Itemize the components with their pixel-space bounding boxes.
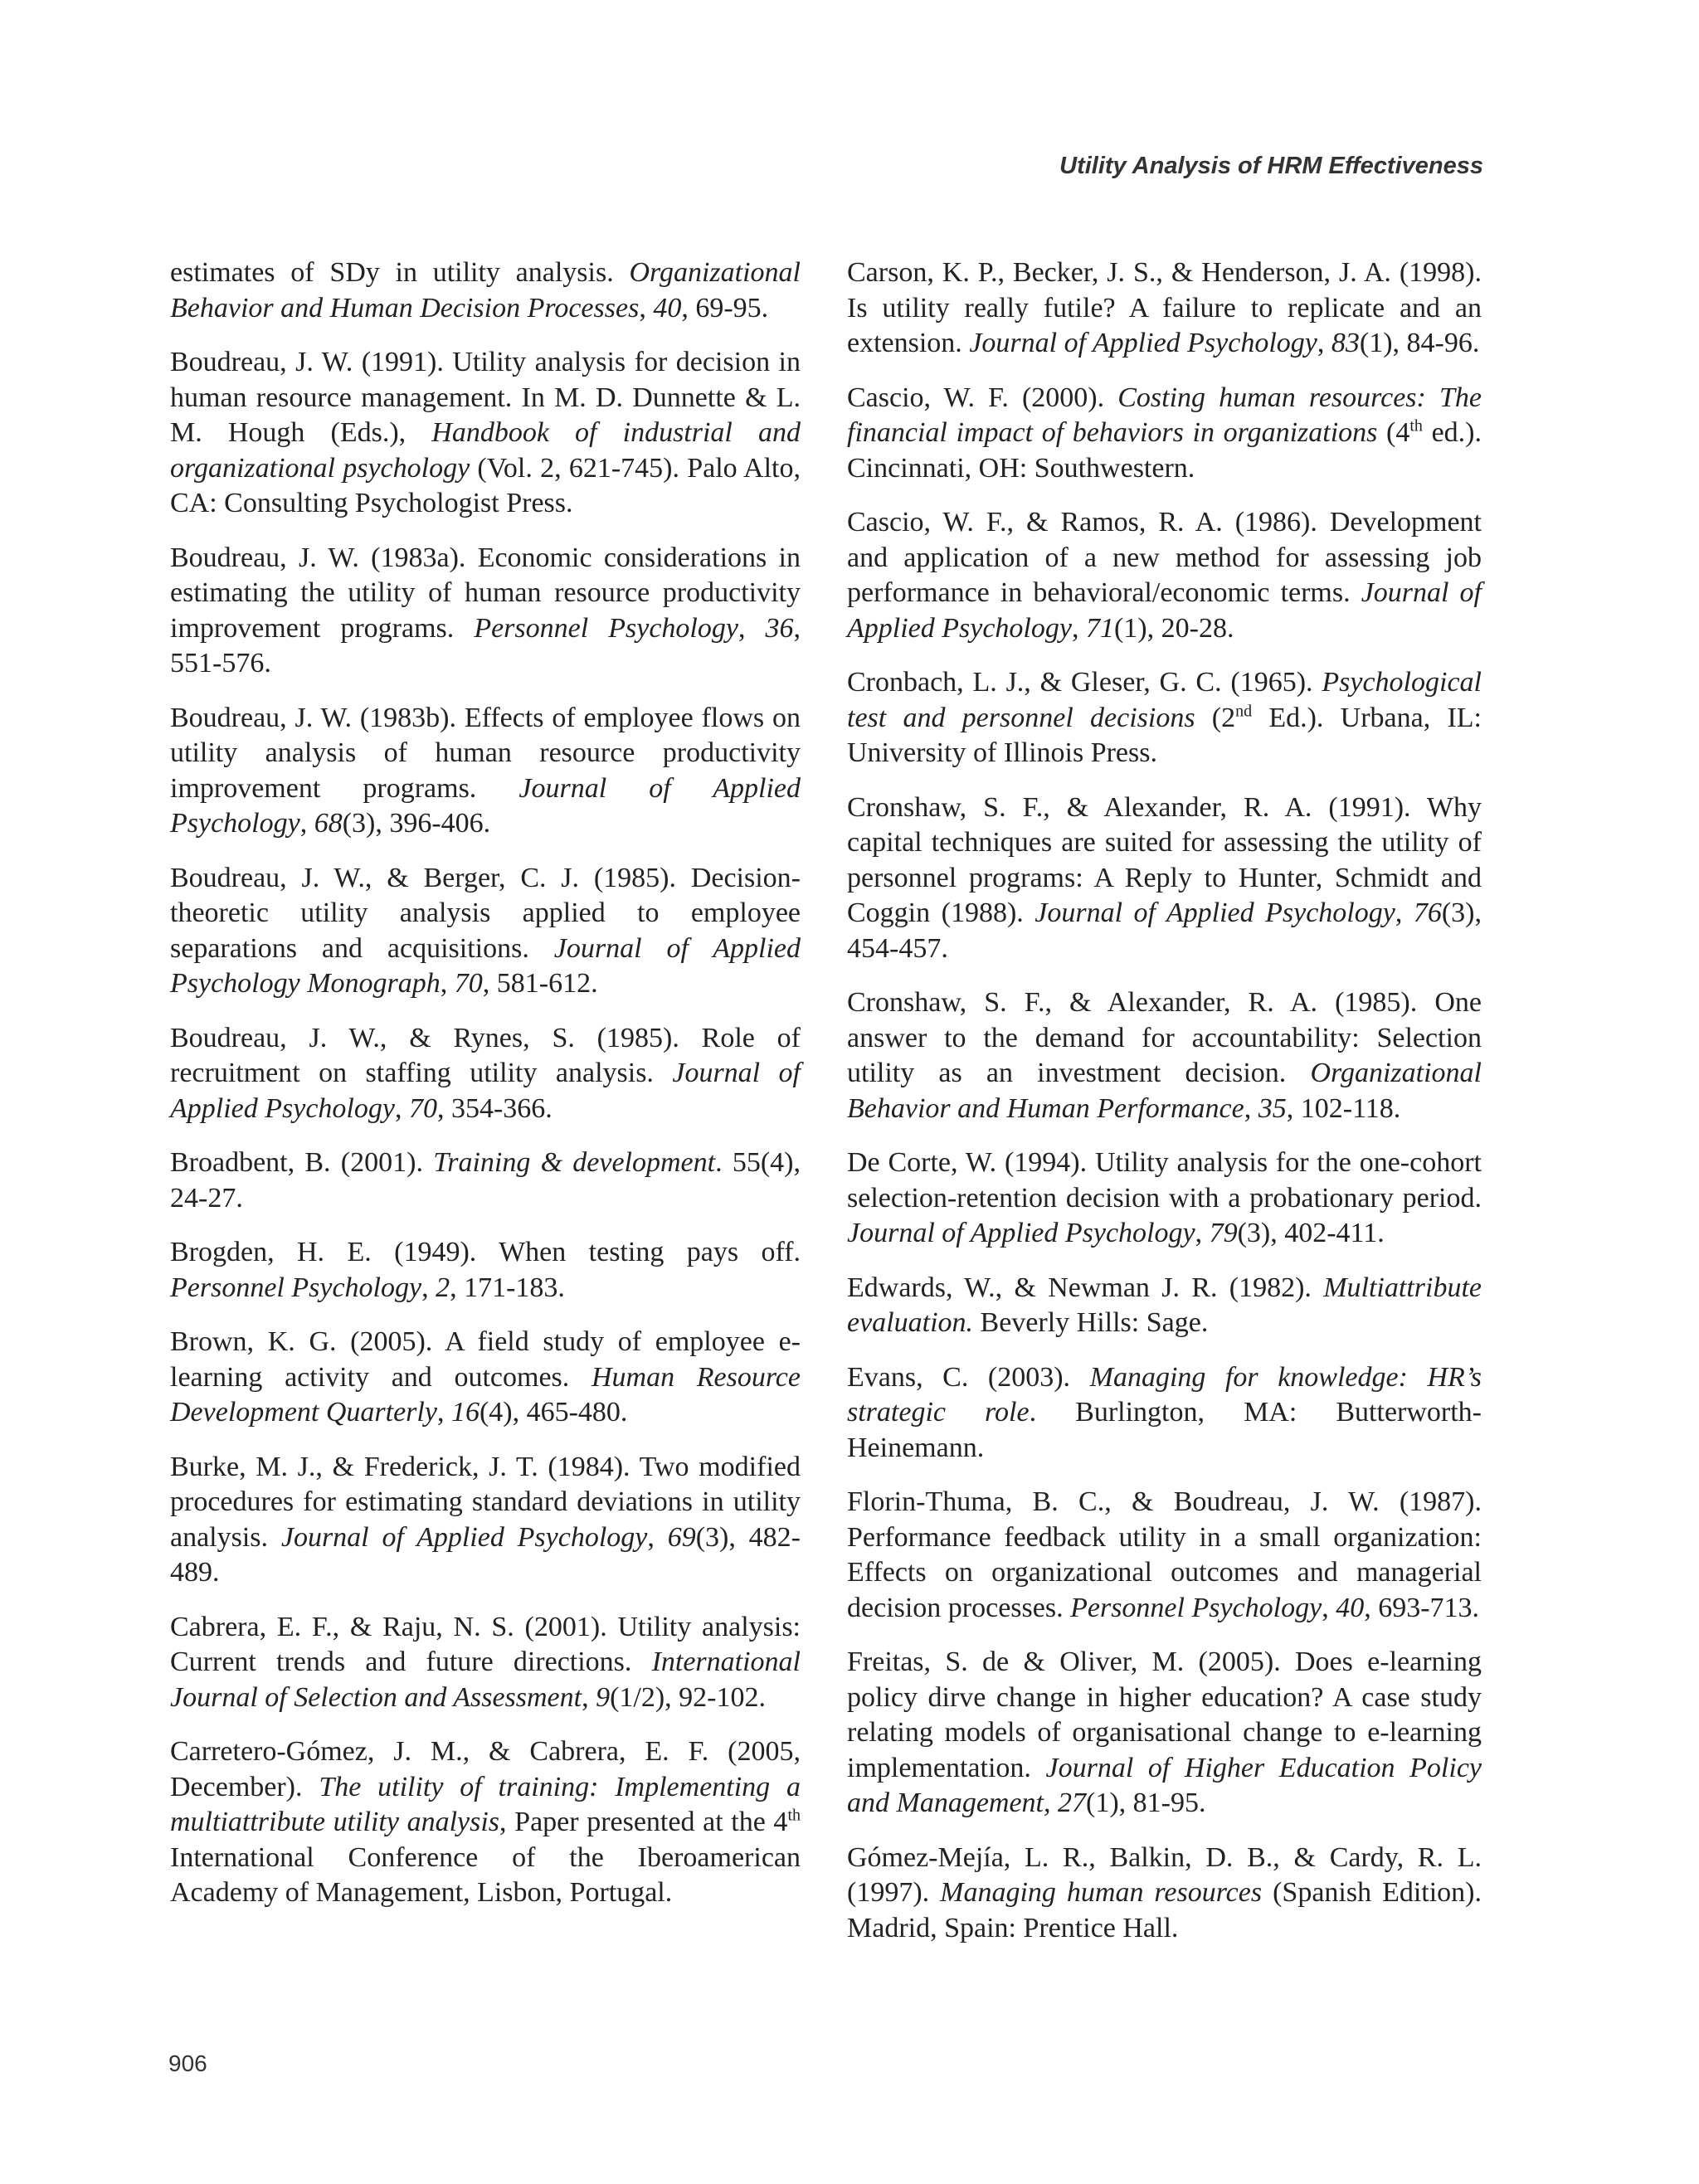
reference-text: Cronshaw, S. F., & Alexander, R. A. (1991). Why capital techniques are suited for assessing the utility of personnel programs: A Reply to Hunter, Schmidt and Coggin (1988).: [847, 791, 1482, 928]
reference-entry: [847, 790, 1482, 967]
reference-text: (Spanish Edition). Madrid, Spain: Prentice Hall.: [847, 1877, 1482, 1943]
reference-italic-text: Human Resource Development Quarterly: [170, 1361, 801, 1428]
reference-text: ,: [1322, 1592, 1336, 1623]
reference-italic-text: Journal of Higher Education Policy and Management, 27: [847, 1752, 1482, 1818]
reference-entry: [847, 1146, 1482, 1252]
reference-text: Boudreau, J. W., & Berger, C. J. (1985). Decision-theoretic utility analysis applied to employee separations and acquisitions.: [170, 862, 801, 964]
reference-text: , 171-183.: [450, 1272, 565, 1303]
reference-italic-text: 69: [667, 1521, 696, 1553]
reference-italic-text: Journal of Applied Psychology: [847, 577, 1482, 644]
reference-entry: [170, 1325, 801, 1431]
reference-text: (1), 20-28.: [1113, 612, 1234, 644]
reference-text: De Corte, W. (1994). Utility analysis for the one-cohort selection-retention decision with a probationary period.: [847, 1147, 1482, 1214]
reference-italic-text: 70: [408, 1092, 437, 1124]
reference-text: (1), 81-95.: [1086, 1788, 1206, 1818]
reference-superscript: th: [1409, 416, 1423, 435]
reference-entry: [847, 985, 1482, 1126]
reference-text: , 551-576.: [170, 612, 801, 679]
reference-text: Cronshaw, S. F., & Alexander, R. A. (1985). One answer to the demand for accountability: Selection utility as an investment decision.: [847, 987, 1482, 1088]
reference-text: Cabrera, E. F., & Raju, N. S. (2001). Utility analysis: Current trends and future directions.: [170, 1611, 801, 1677]
reference-text: , 69-95.: [681, 292, 769, 323]
reference-text: Brown, K. G. (2005). A field study of employee e-learning activity and outcomes.: [170, 1326, 801, 1393]
reference-italic-text: Journal of Applied Psychology: [170, 772, 801, 839]
reference-italic-text: Costing human resources: The financial impact of behaviors in organizations: [847, 382, 1482, 448]
reference-text: Carretero-Gómez, J. M., & Cabrera, E. F. (2005, December).: [170, 1736, 801, 1802]
reference-text: ,: [1244, 1092, 1258, 1124]
reference-text: ,: [299, 808, 314, 839]
reference-text: ,: [582, 1681, 596, 1713]
reference-italic-text: 9: [596, 1681, 611, 1713]
reference-text: ,: [394, 1092, 409, 1124]
reference-text: ,: [1317, 328, 1331, 358]
reference-entry: [847, 505, 1482, 646]
reference-text: (3), 396-406.: [342, 808, 491, 839]
reference-text: Boudreau, J. W. (1983b). Effects of employee flows on utility analysis of human resource productivity improvement programs.: [170, 702, 801, 804]
reference-text: ,: [440, 968, 455, 999]
reference-entry: [170, 541, 801, 682]
reference-text: Florin-Thuma, B. C., & Boudreau, J. W. (1987). Performance feedback utility in a small organization: Effects on organizational outcomes and managerial decision processes.: [847, 1486, 1482, 1623]
reference-text: , 354-366.: [436, 1092, 553, 1124]
reference-italic-text: Managing for knowledge: HR’s strategic role: [847, 1361, 1482, 1428]
page-number: 906: [168, 2050, 207, 2076]
reference-text: ,: [1395, 897, 1414, 928]
reference-text: Brogden, H. E. (1949). When testing pays off.: [170, 1237, 801, 1267]
reference-italic-text: Training & development: [433, 1147, 716, 1178]
reference-text: Gómez-Mejía, L. R., Balkin, D. B., & Cardy, R. L. (1997).: [847, 1841, 1482, 1908]
reference-entry: [847, 1841, 1482, 1947]
reference-text: Broadbent, B. (2001).: [170, 1147, 434, 1178]
reference-italic-text: Journal of Applied Psychology: [847, 1218, 1195, 1248]
reference-text: ,: [421, 1272, 436, 1303]
reference-text: Boudreau, J. W. (1991). Utility analysis for decision in human resource management. In M. D. Dunnette & L. M. Hough (Eds.),: [170, 347, 801, 448]
reference-text: International Conference of the Iberoamerican Academy of Management, Lisbon, Portugal.: [170, 1841, 801, 1908]
reference-entry: [847, 1645, 1482, 1822]
reference-text: , 102-118.: [1286, 1092, 1401, 1124]
reference-italic-text: Personnel Psychology: [1070, 1592, 1322, 1623]
reference-italic-text: 76: [1413, 897, 1442, 928]
reference-text: , Paper presented at the 4: [499, 1807, 788, 1837]
reference-italic-text: 16: [450, 1397, 480, 1428]
reference-italic-text: Journal of Applied Psychology Monograph: [170, 932, 801, 999]
reference-italic-text: 40: [653, 292, 682, 323]
reference-italic-text: Psychological test and personnel decisions: [847, 667, 1482, 733]
reference-text: ,: [738, 612, 766, 644]
reference-entry: [170, 1021, 801, 1127]
reference-italic-text: International Journal of Selection and Assessment: [170, 1647, 801, 1713]
reference-text: Cronbach, L. J., & Gleser, G. C. (1965).: [847, 667, 1322, 698]
reference-text: Carson, K. P., Becker, J. S., & Henderson, J. A. (1998). Is utility really futile? A failure to replicate and an extension.: [847, 257, 1482, 358]
reference-entry: [847, 381, 1482, 487]
reference-entry: [847, 1271, 1482, 1341]
reference-text: (3), 454-457.: [847, 897, 1482, 964]
reference-text: ,: [1071, 612, 1086, 644]
reference-italic-text: 40: [1336, 1592, 1365, 1623]
reference-italic-text: 68: [314, 808, 343, 839]
reference-entry: [170, 345, 801, 522]
reference-entry: [170, 701, 801, 842]
reference-entry: [170, 1610, 801, 1716]
reference-text: (2: [1195, 702, 1236, 733]
reference-text: ,: [647, 1521, 668, 1553]
reference-text: Beverly Hills: Sage.: [973, 1307, 1209, 1338]
reference-text: ,: [639, 292, 654, 323]
reference-italic-text: Journal of Applied Psychology: [969, 328, 1317, 358]
reference-entry: [170, 1235, 801, 1306]
reference-italic-text: 79: [1209, 1218, 1238, 1248]
reference-text: ,: [1195, 1218, 1210, 1248]
reference-italic-text: 71: [1085, 612, 1114, 644]
reference-text: Burke, M. J., & Frederick, J. T. (1984). Two modified procedures for estimating standard deviations in utility analysis.: [170, 1451, 801, 1553]
reference-entry: [170, 1450, 801, 1591]
reference-entry: [170, 255, 801, 326]
reference-text: (1/2), 92-102.: [610, 1681, 767, 1713]
reference-italic-text: Personnel Psychology: [474, 612, 738, 644]
reference-text: (4), 465-480.: [479, 1397, 628, 1428]
reference-italic-text: Organizational Behavior and Human Decision Processes: [170, 257, 801, 323]
reference-text: Boudreau, J. W., & Rynes, S. (1985). Role of recruitment on staffing utility analysis.: [170, 1022, 801, 1088]
reference-superscript: nd: [1235, 702, 1253, 721]
reference-italic-text: 36: [765, 612, 794, 644]
reference-text: ed.). Cincinnati, OH: Southwestern.: [847, 417, 1482, 484]
reference-entry: [170, 861, 801, 1002]
reference-text: Edwards, W., & Newman J. R. (1982).: [847, 1272, 1324, 1303]
reference-italic-text: Organizational Behavior and Human Performance: [847, 1058, 1482, 1124]
reference-text: Boudreau, J. W. (1983a). Economic considerations in estimating the utility of human resource productivity improvement programs.: [170, 542, 801, 644]
reference-italic-text: Journal of Applied Psychology: [280, 1521, 648, 1553]
reference-text: . Burlington, MA: Butterworth-Heinemann.: [847, 1397, 1482, 1463]
reference-entry: [847, 665, 1482, 771]
reference-text: (3), 402-411.: [1237, 1218, 1385, 1248]
reference-italic-text: 2: [436, 1272, 450, 1303]
running-header-title: Utility Analysis of HRM Effectiveness: [1059, 153, 1483, 179]
reference-text: (4: [1377, 417, 1410, 448]
reference-text: (1), 84-96.: [1359, 328, 1480, 358]
reference-italic-text: Multiattribute evaluation.: [847, 1272, 1482, 1338]
reference-entry: [847, 1360, 1482, 1467]
reference-text: Ed.). Urbana, IL: University of Illinois Press.: [847, 702, 1482, 768]
reference-text: Cascio, W. F. (2000).: [847, 382, 1118, 413]
reference-italic-text: Personnel Psychology: [170, 1272, 422, 1303]
reference-italic-text: 83: [1331, 328, 1360, 358]
reference-text: Cascio, W. F., & Ramos, R. A. (1986). Development and application of a new method for assessing job performance in behavioral/economic terms.: [847, 507, 1482, 608]
reference-superscript: th: [787, 1806, 801, 1825]
reference-text: , 693-713.: [1364, 1592, 1480, 1623]
reference-entry: [170, 1734, 801, 1911]
reference-entry: [847, 255, 1482, 362]
references-left-column: [170, 255, 801, 1930]
references-right-column: [847, 255, 1482, 1965]
reference-italic-text: Journal of Applied Psychology: [170, 1058, 801, 1124]
reference-entry: [847, 1485, 1482, 1626]
reference-italic-text: Handbook of industrial and organizational psychology: [170, 417, 801, 484]
reference-text: ,: [436, 1397, 451, 1428]
reference-italic-text: 35: [1258, 1092, 1287, 1124]
reference-entry: [170, 1146, 801, 1216]
reference-italic-text: Managing human resources: [940, 1877, 1263, 1908]
reference-text: . 55(4), 24-27.: [170, 1147, 801, 1214]
reference-italic-text: The utility of training: Implementing a multiattribute utility analysis: [170, 1771, 801, 1837]
reference-text: (Vol. 2, 621-745). Palo Alto, CA: Consulting Psychologist Press.: [170, 452, 801, 518]
reference-text: , 581-612.: [482, 968, 598, 999]
reference-italic-text: Journal of Applied Psychology: [1034, 897, 1395, 928]
reference-text: Freitas, S. de & Oliver, M. (2005). Does e-learning policy dirve change in higher education? A case study relating models of organisational change to e-learning implementation.: [847, 1647, 1482, 1783]
reference-italic-text: 70: [454, 968, 483, 999]
reference-text: (3), 482-489.: [170, 1521, 801, 1588]
reference-text: Evans, C. (2003).: [847, 1361, 1090, 1393]
reference-text: estimates of SDy in utility analysis.: [170, 257, 630, 288]
